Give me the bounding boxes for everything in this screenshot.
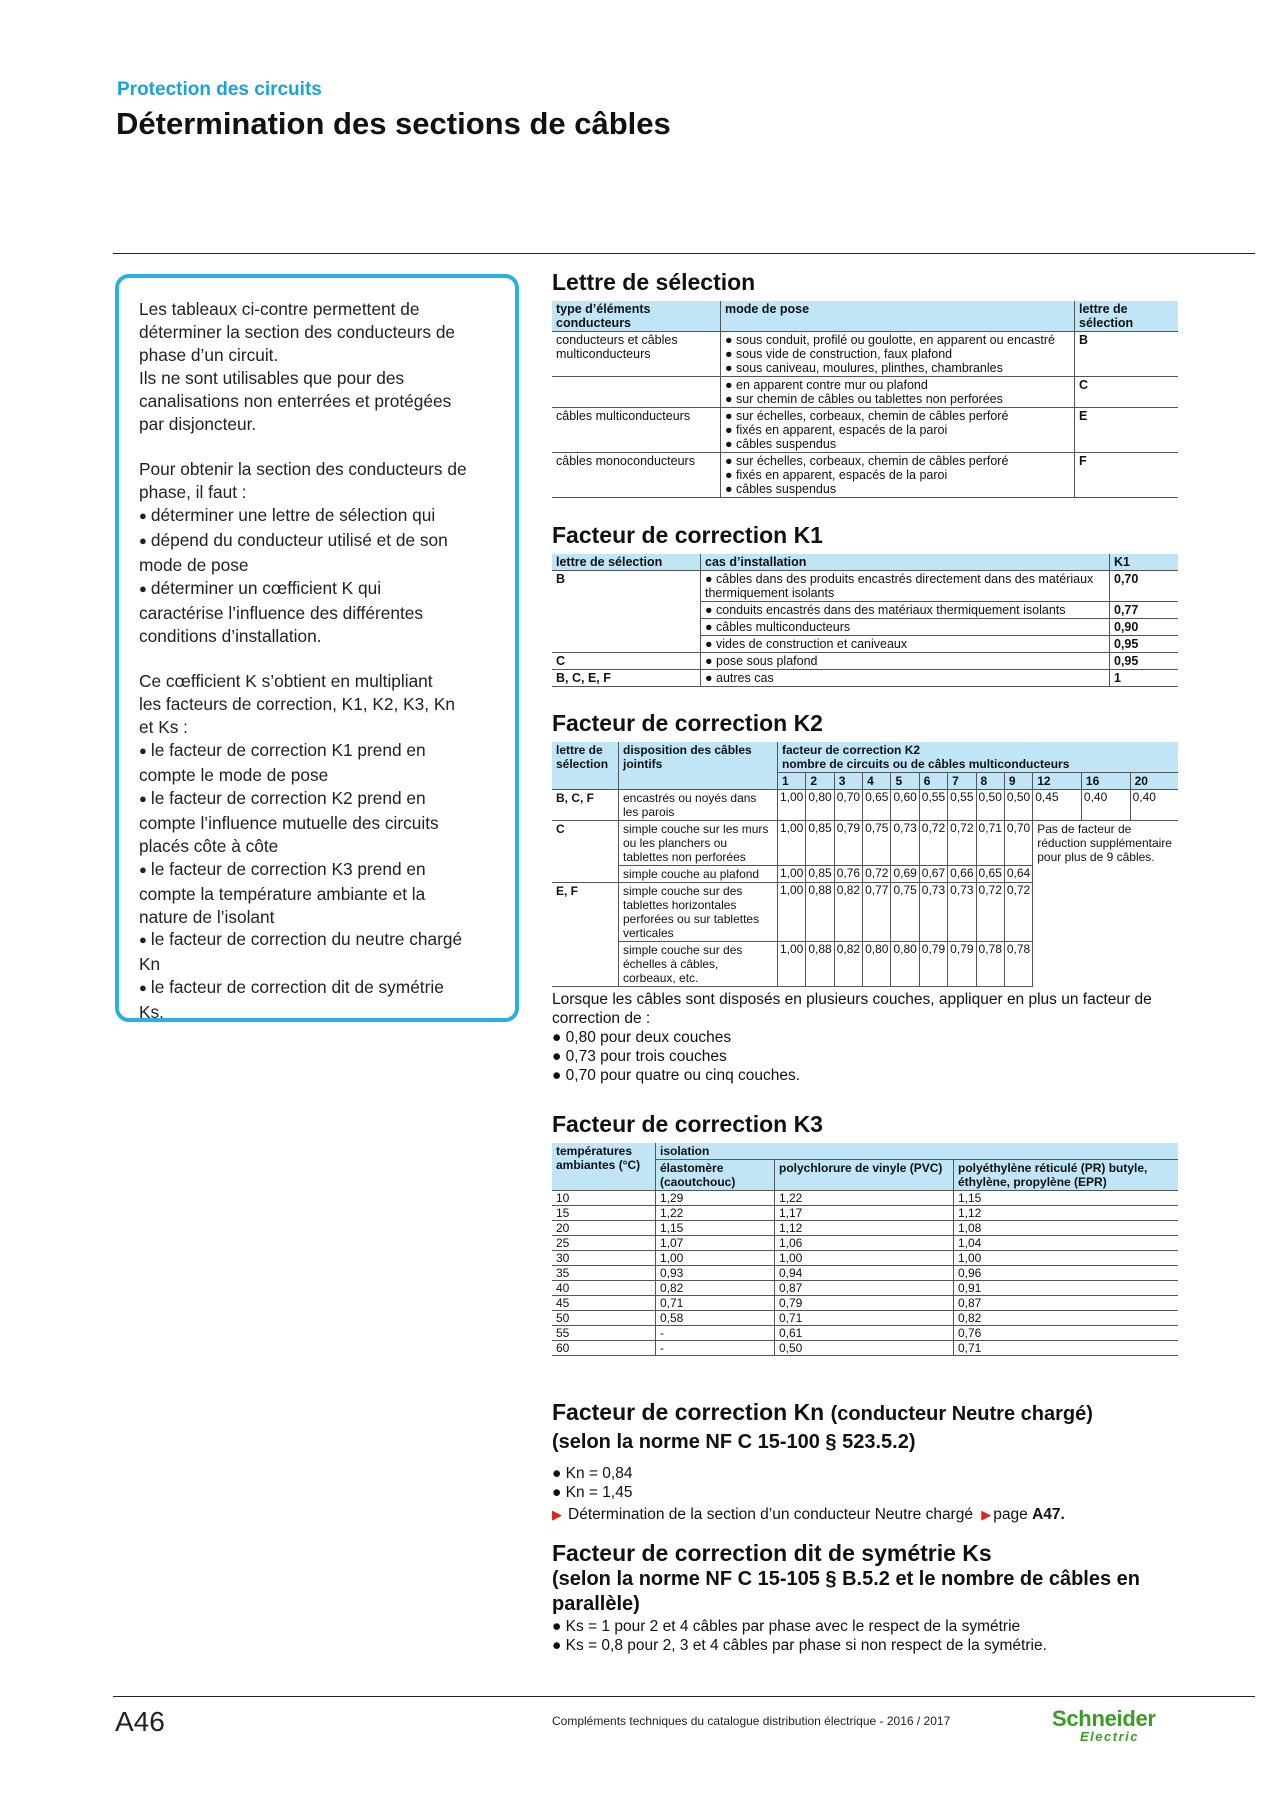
intro-line: mode de pose — [139, 554, 249, 575]
k2-col-3: 3 — [834, 773, 862, 790]
k2-value: 0,80 — [863, 942, 891, 987]
k1-row — [552, 670, 1178, 687]
k3-value: 0,79 — [775, 1296, 954, 1311]
k1-row — [552, 653, 1178, 670]
footer-text: Compléments techniques du catalogue distribution électrique - 2016 / 2017 — [552, 1714, 951, 1728]
k2-value: 0,72 — [1004, 883, 1032, 942]
ks-item: ● Ks = 1 pour 2 et 4 câbles par phase avec le respect de la symétrie — [552, 1618, 1021, 1635]
lettre-row — [552, 332, 1178, 377]
k3-value: 1,12 — [954, 1206, 1179, 1221]
kn-title-sub: (conducteur Neutre chargé) — [830, 1403, 1093, 1425]
intro-line: compte le mode de pose — [139, 765, 329, 786]
k1-cas: ● pose sous plafond — [701, 653, 1110, 670]
k2-col-9: 9 — [1004, 773, 1032, 790]
k1-cas: ● câbles dans des produits encastrés directement dans des matériaux thermiquement isolants — [701, 571, 1110, 602]
ks-subtitle: (selon la norme NF C 15-105 § B.5.2 et le nombre de câbles en parallèle) — [552, 1568, 1140, 1615]
intro-line: ● le facteur de correction K1 prend en — [139, 739, 497, 764]
k3-row — [552, 1266, 1178, 1281]
k2-dispo: simple couche sur les murs ou les planchers ou tablettes non perforées — [619, 821, 778, 866]
k3-temp: 20 — [552, 1221, 656, 1236]
k2-value: 0,70 — [1004, 821, 1032, 866]
lettre-mode-item: ● fixés en apparent, espacés de la paroi — [725, 468, 948, 482]
intro-line: Ks. — [139, 1002, 164, 1023]
k3-col-pr: polyéthylène réticulé (PR) butyle, éthylène, propylène (EPR) — [954, 1160, 1179, 1191]
k3-table — [552, 1143, 1178, 1356]
k3-value: 0,58 — [656, 1311, 775, 1326]
k2-table — [552, 742, 1178, 987]
kn-link-page[interactable]: A47. — [1032, 1506, 1065, 1523]
k2-value: 0,85 — [806, 866, 834, 883]
k2-value: 0,65 — [976, 866, 1004, 883]
k2-value: 0,75 — [863, 821, 891, 866]
k2-value: 0,80 — [806, 790, 834, 821]
k2-row — [552, 821, 1178, 866]
k3-value: 0,71 — [775, 1311, 954, 1326]
k2-value: 0,72 — [976, 883, 1004, 942]
k1-row — [552, 619, 1178, 636]
intro-line: caractérise l’influence des différentes — [139, 602, 424, 623]
k3-row — [552, 1191, 1178, 1206]
k3-section — [552, 1110, 1178, 1356]
k3-value: 1,06 — [775, 1236, 954, 1251]
k3-value: 0,91 — [954, 1281, 1179, 1296]
k2-after-line: ● 0,73 pour trois couches — [552, 1048, 727, 1065]
k1-section — [552, 521, 1178, 687]
k1-col-k: K1 — [1110, 554, 1179, 571]
k2-value: 0,50 — [976, 790, 1004, 821]
k3-value: 1,15 — [656, 1221, 775, 1236]
k2-after-line: Lorsque les câbles sont disposés en plusieurs couches, appliquer en plus un facteur de correction de : — [552, 991, 1152, 1027]
k3-heading: Facteur de correction K3 — [552, 1111, 823, 1137]
k2-section — [552, 709, 1178, 1085]
k2-value: 0,72 — [919, 821, 947, 866]
k2-letter: B, C, F — [552, 790, 619, 821]
k2-col-facteur — [778, 742, 1179, 757]
lettre-modes — [721, 377, 1075, 408]
k2-value: 1,00 — [778, 790, 806, 821]
intro-line: les facteurs de correction, K1, K2, K3, Kn — [139, 694, 456, 715]
k2-value: 0,88 — [806, 883, 834, 942]
intro-line: ● le facteur de correction du neutre chargé — [139, 928, 497, 953]
k2-letter: C — [552, 821, 619, 866]
k1-heading: Facteur de correction K1 — [552, 522, 823, 548]
lettre-col-letter: lettre de sélection — [1075, 301, 1179, 332]
k2-value: 0,73 — [919, 883, 947, 942]
k2-value: 1,00 — [778, 821, 806, 866]
k2-after-text — [552, 990, 1178, 1085]
k3-value: 0,96 — [954, 1266, 1179, 1281]
brand-suffix: Electric — [1080, 1729, 1139, 1744]
k1-letter: C — [552, 653, 701, 670]
k3-col-isolation: isolation — [656, 1143, 1179, 1160]
k3-value: - — [656, 1341, 775, 1356]
k2-value: 0,72 — [863, 866, 891, 883]
k3-value: 0,61 — [775, 1326, 954, 1341]
k3-value: 1,08 — [954, 1221, 1179, 1236]
k3-value: 0,87 — [775, 1281, 954, 1296]
k3-value: 1,04 — [954, 1236, 1179, 1251]
lettre-mode-item: ● câbles suspendus — [725, 482, 837, 496]
k3-temp: 15 — [552, 1206, 656, 1221]
lettre-mode-item: ● fixés en apparent, espacés de la paroi — [725, 423, 948, 437]
k2-col-4: 4 — [863, 773, 891, 790]
k3-temp: 40 — [552, 1281, 656, 1296]
intro-gap — [139, 648, 497, 671]
lettre-section — [552, 268, 1178, 498]
lettre-row — [552, 408, 1178, 453]
intro-line: Ce cœfficient K s’obtient en multipliant — [139, 671, 433, 692]
k2-value: 0,73 — [891, 821, 919, 866]
k2-value: 0,88 — [806, 942, 834, 987]
k2-col-8: 8 — [976, 773, 1004, 790]
lettre-mode-item: ● sous conduit, profilé ou goulotte, en apparent ou encastré — [725, 333, 1055, 347]
k2-dispo: simple couche sur des échelles à câbles, corbeaux, etc. — [619, 942, 778, 987]
k3-temp: 50 — [552, 1311, 656, 1326]
intro-line: ● le facteur de correction dit de symétrie — [139, 976, 497, 1001]
k2-value: 0,76 — [834, 866, 862, 883]
k2-value: 0,71 — [976, 821, 1004, 866]
k3-value: 0,94 — [775, 1266, 954, 1281]
intro-line: phase d’un circuit. — [139, 344, 279, 365]
k3-value: 0,82 — [656, 1281, 775, 1296]
lettre-col-type: type d’éléments conducteurs — [552, 301, 721, 332]
k3-value: 1,07 — [656, 1236, 775, 1251]
lettre-row — [552, 377, 1178, 408]
lettre-heading: Lettre de sélection — [552, 269, 756, 295]
k2-dispo: encastrés ou noyés dans les parois — [619, 790, 778, 821]
lettre-mode-item: ● sur chemin de câbles ou tablettes non perforées — [725, 392, 1003, 406]
k3-value: 1,22 — [656, 1206, 775, 1221]
k2-col-letter: lettre de sélection — [552, 742, 619, 790]
intro-line: ● déterminer une lettre de sélection qui — [139, 504, 497, 529]
k1-table — [552, 554, 1178, 687]
page-title: Détermination des sections de câbles — [116, 106, 671, 141]
k2-value: 0,79 — [948, 942, 976, 987]
k2-value: 0,79 — [834, 821, 862, 866]
k3-row — [552, 1281, 1178, 1296]
lettre-letter: F — [1075, 453, 1179, 498]
lettre-mode-item: ● sur échelles, corbeaux, chemin de câbles perforé — [725, 454, 1009, 468]
lettre-mode-item: ● en apparent contre mur ou plafond — [725, 378, 928, 392]
k2-value: 0,40 — [1130, 790, 1178, 821]
intro-line: placés côte à côte — [139, 835, 279, 856]
k3-temp: 60 — [552, 1341, 656, 1356]
lettre-mode-item: ● sous vide de construction, faux plafond — [725, 347, 953, 361]
k3-col-pvc: polychlorure de vinyle (PVC) — [775, 1160, 954, 1191]
k1-letter: B — [552, 571, 701, 602]
k1-letter: B, C, E, F — [552, 670, 701, 687]
intro-line: par disjoncteur. — [139, 413, 257, 434]
page-number: A46 — [115, 1706, 165, 1737]
k1-row — [552, 636, 1178, 653]
kn-list — [552, 1464, 1178, 1524]
k2-value: 0,80 — [891, 942, 919, 987]
k2-heading: Facteur de correction K2 — [552, 710, 823, 736]
k3-value: 1,12 — [775, 1221, 954, 1236]
kn-subtitle: (selon la norme NF C 15-100 § 523.5.2) — [552, 1431, 916, 1453]
k2-after-line: ● 0,80 pour deux couches — [552, 1029, 732, 1046]
kn-link-page-label: page — [993, 1506, 1028, 1523]
k2-col-20: 20 — [1130, 773, 1178, 790]
k2-facteur-label: facteur de correction K2 — [782, 743, 921, 757]
k3-value: 0,50 — [775, 1341, 954, 1356]
k3-row — [552, 1251, 1178, 1266]
lettre-row — [552, 453, 1178, 498]
k3-value: 1,29 — [656, 1191, 775, 1206]
brand-logo — [1052, 1706, 1156, 1744]
k1-row — [552, 571, 1178, 602]
intro-line: ● le facteur de correction K2 prend en — [139, 787, 497, 812]
k3-row — [552, 1341, 1178, 1356]
bottom-rule — [113, 1696, 1255, 1697]
lettre-type: câbles multiconducteurs — [552, 408, 721, 453]
k2-value: 0,40 — [1081, 790, 1130, 821]
k1-cas: ● câbles multiconducteurs — [701, 619, 1110, 636]
intro-line: Kn — [139, 954, 161, 975]
intro-line: ● déterminer un cœfficient K qui — [139, 577, 497, 602]
k3-col-elastomere: élastomère (caoutchouc) — [656, 1160, 775, 1191]
k2-value: 0,82 — [834, 942, 862, 987]
ks-heading: Facteur de correction dit de symétrie Ks — [552, 1540, 992, 1566]
kn-section — [552, 1398, 1178, 1524]
k3-value: 1,00 — [775, 1251, 954, 1266]
k1-value: 0,95 — [1110, 653, 1179, 670]
ks-list — [552, 1617, 1178, 1655]
k2-value: 0,67 — [919, 866, 947, 883]
k3-value: 1,15 — [954, 1191, 1179, 1206]
arrow-icon: ▶ — [552, 1507, 562, 1522]
k2-value: 0,55 — [948, 790, 976, 821]
lettre-mode-item: ● sous caniveau, moulures, plinthes, chambranles — [725, 361, 1003, 375]
intro-line: ● le facteur de correction K3 prend en — [139, 858, 497, 883]
k1-value: 0,95 — [1110, 636, 1179, 653]
k1-value: 0,70 — [1110, 571, 1179, 602]
k3-temp: 10 — [552, 1191, 656, 1206]
k3-value: - — [656, 1326, 775, 1341]
k3-value: 1,00 — [954, 1251, 1179, 1266]
k2-value: 0,55 — [919, 790, 947, 821]
kn-item: ● Kn = 0,84 — [552, 1465, 633, 1482]
k2-letter: E, F — [552, 883, 619, 942]
lettre-letter: E — [1075, 408, 1179, 453]
k3-temp: 30 — [552, 1251, 656, 1266]
k2-letter — [552, 866, 619, 883]
k2-col-16: 16 — [1081, 773, 1130, 790]
intro-line: nature de l’isolant — [139, 906, 275, 927]
ks-item: ● Ks = 0,8 pour 2, 3 et 4 câbles par phase si non respect de la symétrie. — [552, 1637, 1047, 1654]
brand-name: Schneider — [1052, 1706, 1156, 1731]
k3-value: 0,93 — [656, 1266, 775, 1281]
intro-line: et Ks : — [139, 717, 188, 738]
intro-line: compte la température ambiante et la — [139, 883, 426, 904]
intro-line: canalisations non enterrées et protégées — [139, 390, 452, 411]
k3-value: 0,82 — [954, 1311, 1179, 1326]
k1-letter — [552, 602, 701, 619]
k2-value: 0,73 — [948, 883, 976, 942]
lettre-table — [552, 301, 1178, 498]
k3-row — [552, 1326, 1178, 1341]
k2-col-1: 1 — [778, 773, 806, 790]
k2-note: Pas de facteur de réduction supplémentaire pour plus de 9 câbles. — [1033, 821, 1178, 987]
ks-section — [552, 1539, 1178, 1655]
kn-link-line — [552, 1505, 1178, 1524]
k2-value: 0,65 — [863, 790, 891, 821]
intro-line: Les tableaux ci-contre permettent de — [139, 299, 420, 319]
lettre-modes — [721, 332, 1075, 377]
intro-line: phase, il faut : — [139, 482, 247, 503]
k3-value: 0,71 — [656, 1296, 775, 1311]
k2-col-5: 5 — [891, 773, 919, 790]
k2-dispo: simple couche au plafond — [619, 866, 778, 883]
k3-value: 1,00 — [656, 1251, 775, 1266]
kn-link-text[interactable]: Détermination de la section d’un conducteur Neutre chargé — [568, 1506, 973, 1523]
k1-letter — [552, 636, 701, 653]
k1-cas: ● autres cas — [701, 670, 1110, 687]
k2-col-nombre: nombre de circuits ou de câbles multiconducteurs — [778, 757, 1179, 773]
lettre-type — [552, 377, 721, 408]
kn-item: ● Kn = 1,45 — [552, 1484, 633, 1501]
section-kicker: Protection des circuits — [117, 79, 322, 100]
k2-letter — [552, 942, 619, 987]
k3-col-temp: températures ambiantes (°C) — [552, 1143, 656, 1191]
k1-value: 0,77 — [1110, 602, 1179, 619]
k2-row — [552, 790, 1178, 821]
k3-row — [552, 1221, 1178, 1236]
lettre-mode-item: ● sur échelles, corbeaux, chemin de câbles perforé — [725, 409, 1009, 423]
k3-row — [552, 1296, 1178, 1311]
k3-temp: 25 — [552, 1236, 656, 1251]
k2-dispo: simple couche sur des tablettes horizontales perforées ou sur tablettes verticales — [619, 883, 778, 942]
intro-line: Ils ne sont utilisables que pour des — [139, 367, 405, 388]
k2-value: 1,00 — [778, 883, 806, 942]
k3-temp: 45 — [552, 1296, 656, 1311]
k2-value: 0,85 — [806, 821, 834, 866]
lettre-letter: B — [1075, 332, 1179, 377]
k2-value: 1,00 — [778, 866, 806, 883]
k2-value: 0,75 — [891, 883, 919, 942]
k3-row — [552, 1311, 1178, 1326]
intro-line: conditions d’installation. — [139, 625, 322, 646]
k2-value: 0,77 — [863, 883, 891, 942]
k2-col-7: 7 — [948, 773, 976, 790]
k1-col-cas: cas d’installation — [701, 554, 1110, 571]
k2-value: 0,66 — [948, 866, 976, 883]
k3-temp: 55 — [552, 1326, 656, 1341]
arrow-icon: ▶ — [981, 1507, 992, 1522]
intro-line: déterminer la section des conducteurs de — [139, 321, 456, 342]
lettre-type: câbles monoconducteurs — [552, 453, 721, 498]
k1-cas: ● vides de construction et caniveaux — [701, 636, 1110, 653]
k3-value: 0,71 — [954, 1341, 1179, 1356]
k3-temp: 35 — [552, 1266, 656, 1281]
k2-value: 0,78 — [1004, 942, 1032, 987]
k2-value: 0,45 — [1033, 790, 1082, 821]
k3-row — [552, 1236, 1178, 1251]
k2-col-2: 2 — [806, 773, 834, 790]
kn-heading — [552, 1398, 1178, 1428]
k2-value: 0,60 — [891, 790, 919, 821]
intro-line: Pour obtenir la section des conducteurs de — [139, 459, 467, 480]
k2-value: 1,00 — [778, 942, 806, 987]
k2-after-line: ● 0,70 pour quatre ou cinq couches. — [552, 1067, 801, 1084]
kn-title: Facteur de correction Kn — [552, 1399, 825, 1425]
intro-gap — [139, 435, 497, 458]
k2-value: 0,69 — [891, 866, 919, 883]
lettre-col-mode: mode de pose — [721, 301, 1075, 332]
k3-value: 1,22 — [775, 1191, 954, 1206]
k3-row — [552, 1206, 1178, 1221]
k1-col-letter: lettre de sélection — [552, 554, 701, 571]
k2-col-dispo: disposition des câbles jointifs — [619, 742, 778, 790]
k2-value: 0,64 — [1004, 866, 1032, 883]
k1-value: 1 — [1110, 670, 1179, 687]
lettre-letter: C — [1075, 377, 1179, 408]
k2-col-6: 6 — [919, 773, 947, 790]
k1-letter — [552, 619, 701, 636]
intro-line: ● dépend du conducteur utilisé et de son — [139, 529, 497, 554]
k1-value: 0,90 — [1110, 619, 1179, 636]
lettre-modes — [721, 453, 1075, 498]
k1-row — [552, 602, 1178, 619]
k3-value: 0,76 — [954, 1326, 1179, 1341]
k2-value: 0,82 — [834, 883, 862, 942]
k2-value: 0,70 — [834, 790, 862, 821]
k2-value: 0,50 — [1004, 790, 1032, 821]
lettre-type: conducteurs et câbles multiconducteurs — [552, 332, 721, 377]
k2-value: 0,79 — [919, 942, 947, 987]
k2-value: 0,72 — [948, 821, 976, 866]
intro-box — [115, 274, 519, 1022]
k1-cas: ● conduits encastrés dans des matériaux thermiquement isolants — [701, 602, 1110, 619]
k2-col-12: 12 — [1033, 773, 1082, 790]
intro-line: compte l’influence mutuelle des circuits — [139, 812, 439, 833]
lettre-mode-item: ● câbles suspendus — [725, 437, 837, 451]
top-rule — [113, 253, 1255, 254]
lettre-modes — [721, 408, 1075, 453]
k3-value: 1,17 — [775, 1206, 954, 1221]
k2-value: 0,78 — [976, 942, 1004, 987]
k3-value: 0,87 — [954, 1296, 1179, 1311]
